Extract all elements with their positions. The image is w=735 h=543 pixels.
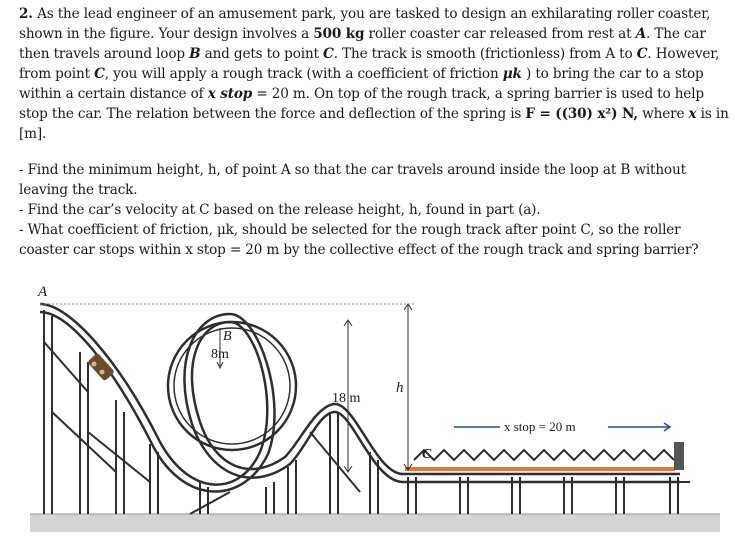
loop-b [168,322,296,450]
question-a: - Find the minimum height, h, of point A so that the car travels around inside the loop at B without leaving the track. [19,162,686,198]
label-h: h [396,380,404,396]
label-a: A [38,284,48,300]
question-c: - What coefficient of friction, μk, should be selected for the rough track after point C, so the roller coaster car stops within x stop = 20 m by the collective effect of the rough track and spring barrier? [19,222,699,258]
label-xstop: x stop = 20 m [504,419,576,434]
roller-coaster-figure [30,282,720,538]
ground [30,514,720,532]
problem-text [19,4,729,260]
problem-intro: 2. As the lead engineer of an amusement park, you are tasked to design an exhilarating roller coaster, shown in the figure. Your design involves a 500 kg roller coaster car released from rest at A. The car then travels around loop B and gets to point C. The track is smooth (frictionless) from A to C. However, from point C, you will apply a rough track (with a coefficient of friction μk ) to bring the car to a stop within a certain distance of x stop = 20 m. On top of the rough track, a spring barrier is used to help stop the car. The relation between the force and deflection of the spring is F = ((30) x²) N, where x is in [m]. [19,6,729,142]
label-8m: 8m [211,347,229,362]
rough-track [405,467,675,471]
label-c: C [422,447,432,462]
question-b: - Find the car’s velocity at C based on the release height, h, found in part (a). [19,202,541,218]
label-b: B [223,329,232,344]
problem-number: 2. [19,6,33,22]
support-structure [44,310,690,514]
roller-coaster-diagram [30,282,720,538]
label-18m: 18 m [332,391,361,406]
spring-barrier [414,450,674,460]
spring-wall [674,442,684,470]
coaster-car [87,353,115,382]
